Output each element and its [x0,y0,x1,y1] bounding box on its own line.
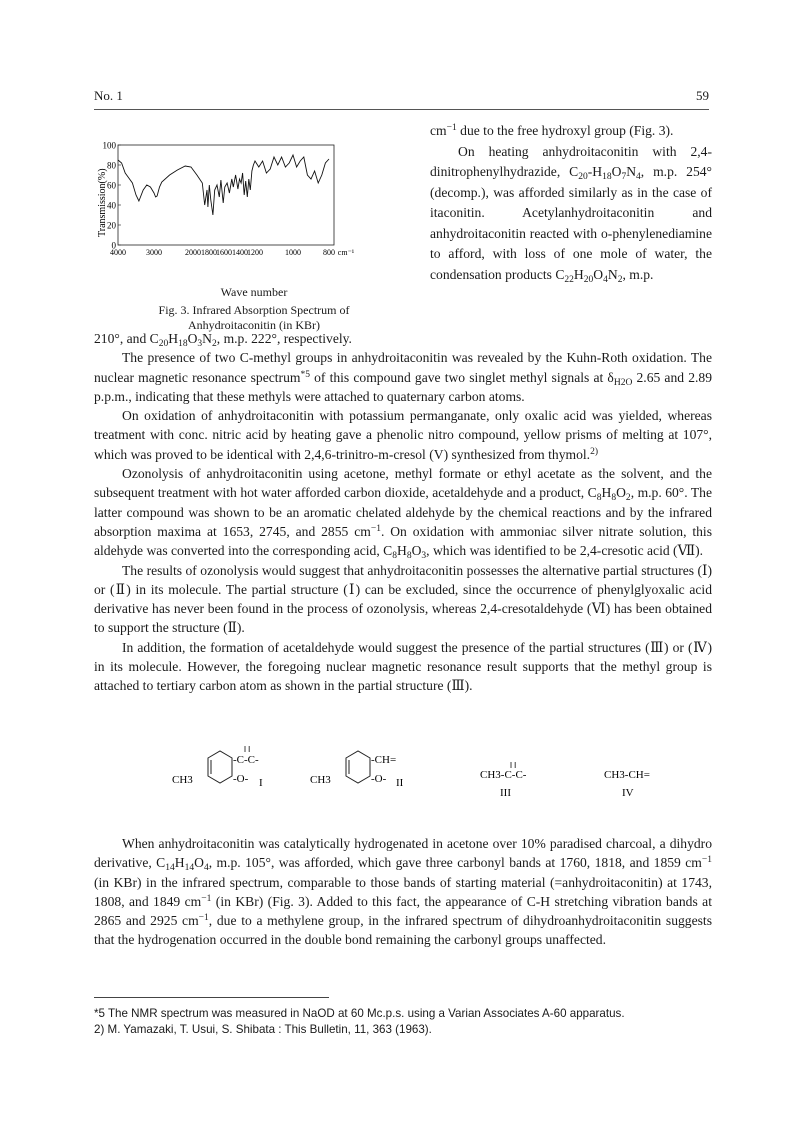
paragraph: Ozonolysis of anhydroitaconitin using acetone, methyl formate or ethyl acetate as the solvent, and the subsequent treatment with hot water afforded carbon dioxide, acetaldehyde and a product, $C_8H_8O_2$, m.p. 60°. The latter compound was shown to be an aromatic chelated aldehyde by the chemical reactions and by the infrared absorption maxima at 1653, 2745, and 2855 $cm^{-1}$. On oxidation with ammoniac silver nitrate solution, this aldehyde was converted into the corresponding acid, $C_8H_8O_3$, which was identified to be 2,4-cresotic acid (Ⅶ). [94,466,712,562]
text-span: The presence of two C-methyl groups in anhydroitaconitin was revealed by the Kuhn-Roth oxidation. The nuclear magnetic resonance spectrum [94,350,712,385]
text-span: cm [430,123,447,138]
ir-spectrum-chart [94,135,414,285]
y-axis-label: Transmission(%) [97,168,108,237]
footnote-nmr: *5 The NMR spectrum was measured in NaOD at 60 Mc.p.s. using a Varian Associates A-60 apparatus. [94,1007,625,1020]
main-text [94,329,712,696]
text-span: When anhydroitaconitin was catalytically hydrogenated in acetone over 10% paradised charcoal, a dihydro derivative, C [94,836,712,871]
right-column-text [430,121,712,285]
text-span: of this compound gave two singlet methyl signals at δ [309,369,614,385]
x-tick-label: 4000 [110,248,126,257]
svg-text:‖ ‖: ‖ ‖ [244,745,251,754]
y-tick-label: 100 [102,140,116,151]
text-span: On oxidation of anhydroitaconitin with potassium permanganate, only oxalic acid was yielded, whereas treatment with conc. nitric acid by heating gave a phenolic nitro compound, yellow prisms of melting at 107°, which was proved to be identical with 2,4,6-trinitro-m-cresol (V) synthesized from thymol. [94,408,712,462]
text-span: H2O [613,377,633,388]
structure-label: -CH= [371,754,397,766]
partial-structures [94,742,712,828]
structure-label: CH3 [172,774,193,786]
figure-3 [94,135,414,330]
paragraph [94,406,712,464]
caption-line-2: Anhydroitaconitin (in KBr) [188,318,320,332]
text-span: . On oxidation with ammoniac silver nitrate solution, this aldehyde was converted into the corresponding acid, C [94,523,712,559]
paragraph: $cm^{-1}$ due to the free hydroxyl group (Fig. 3). [430,123,674,138]
text-span: On heating anhydroitaconitin with 2,4-dinitrophenylhydrazide, C [430,143,712,179]
page-number: 59 [696,88,709,103]
text-span: (in KBr) in the infrared spectrum, comparable to those bands of starting material (=anhydroitaconitin) at 1743, 1808, and 1849 cm [94,874,712,909]
structure-label: CH3-CH= [604,769,650,781]
y-tick-label: 60 [107,180,116,191]
text-span: H [573,266,584,282]
text-span: H [592,164,603,179]
text-span: 2.65 and 2.89 p.p.m., indicating that these methyls were attached to quaternary carbon atoms. [94,369,712,404]
page-header [94,88,709,108]
text-span: O [593,266,604,282]
structure-3 [480,761,527,799]
figure-caption [114,285,394,333]
structure-label: CH3-C-C- [480,769,527,781]
y-tick-label: 20 [107,220,116,231]
paragraph: 210°, and $C_{20}H_{18}O_3N_2$, m.p. 222°, respectively. [94,331,352,349]
structure-4 [604,769,650,799]
footnotes [94,1006,734,1038]
x-tick-label: 3000 [146,248,162,257]
paragraph: On heating anhydroitaconitin with 2,4-dinitrophenylhydrazide, $C_{20}-H_{18}O_7N_4$, m.p. 254° (decomp.), was afforded similarly as in the case of itaconitin. Acetylanhydroitaconitin and anhydroitaconitin reacted with o-phenylenediamine to afford, with loss of one mole of water, the condensation products $C_{22}H_{20}O_4N_2$, m.p. [430,143,712,285]
y-tick-label: 40 [107,200,116,211]
caption-line-1: Fig. 3. Infrared Absorption Spectrum of [158,303,350,317]
main-text-continued [94,834,712,950]
footnote-ref: *5 [300,369,310,380]
paragraph: The results of ozonolysis would suggest that anhydroitaconitin possesses the alternative partial structures (Ⅰ) or (Ⅱ) in its molecule. The partial structure (Ⅰ) can be excluded, since the occurrence of phenylglyoxalic acid derivative has never been found in the process of ozonolysis, whereas 2,4-cresotaldehyde (Ⅵ) has been obtained to support the structure (Ⅱ). [94,562,712,636]
structure-label: -O- [371,773,387,785]
ir-spectrum-line [118,155,329,215]
text-span: , m.p. 222°, respectively. [216,331,352,346]
text-span: , m.p. 105°, was afforded, which gave three carbonyl bands at 1760, 1818, and 1859 cm [208,855,702,871]
x-tick-label: cm⁻¹ [337,248,355,257]
structure-number: I [259,777,263,789]
text-span: N [626,164,637,179]
x-axis-label: Wave number [220,285,288,299]
header-rule [94,109,709,110]
journal-issue: No. 1 [94,88,123,103]
x-tick-label: 1200 [247,248,263,257]
text-span: Ozonolysis of anhydroitaconitin using acetone, methyl formate or ethyl acetate as the solvent, and the subsequent treatment with hot water afforded carbon dioxide, acetaldehyde and a product, C [94,466,712,501]
structure-2 [310,751,404,789]
text-span: , m.p. [622,266,654,282]
text-span: due to the free hydroxyl group (Fig. 3). [460,123,674,138]
text-span: , m.p. 254° (decomp.), was afforded similarly as in the case of itaconitin. Acetylanhydroitaconitin and anhydroitaconitin reacted with o-phenylenediamine to afford, with loss of one mole of water, the condensation products C [430,164,712,282]
x-tick-label: 1400 [232,248,248,257]
structure-number: III [500,787,511,799]
paragraph: When anhydroitaconitin was catalytically hydrogenated in acetone over 10% paradised charcoal, a dihydro derivative, $C_{14}H_{14}O_4$, m.p. 105°, was afforded, which gave three carbonyl bands at 1760, 1818, and 1859 $cm^{-1}$ (in KBr) in the infrared spectrum, comparable to those bands of starting material (=anhydroitaconitin) at 1743, 1808, and 1849 $cm^{-1}$ (in KBr) (Fig. 3). Added to this fact, the appearance of C-H stretching vibration bands at 2865 and 2925 $cm^{-1}$, due to a methylene group, in the infrared spectrum of dihydroanhydroitaconitin suggests that the hydrogenation occurred in the double bond remaining the carbonyl groups unaffected. [94,836,713,948]
x-tick-label: 1000 [285,248,301,257]
text-span: , m.p. 60°. The latter compound was shown to be an aromatic chelated aldehyde by the chemical reactions and by the infrared absorption maxima at 1653, 2745, and 2855 cm [94,485,712,539]
structure-number: IV [622,787,634,799]
structure-number: II [396,777,404,789]
y-tick-label: 0 [111,240,116,251]
footnote-reference: 2) M. Yamazaki, T. Usui, S. Shibata : This Bulletin, 11, 363 (1963). [94,1023,432,1036]
paragraph: In addition, the formation of acetaldehyde would suggest the presence of the partial structures (Ⅲ) or (Ⅳ) in its molecule. However, the foregoing nuclear magnetic resonance result supports that the methyl group is attached to tertiary carbon atom as shown in the partial structure (Ⅲ). [94,639,712,694]
text-span: O [611,164,622,179]
svg-text:‖ ‖: ‖ ‖ [510,761,517,770]
citation-ref: 2) [590,446,598,457]
text-span: , due to a methylene group, in the infrared spectrum of dihydroanhydroitaconitin suggests that the hydrogenation occurred in the double bond remaining the carbonyl groups unaffected. [94,913,712,948]
text-span: (in KBr) (Fig. 3). Added to this fact, the appearance of C-H stretching vibration bands at 2865 and 2925 cm [94,893,712,929]
text-span: 210°, and C [94,331,159,346]
structure-label: -C-C- [233,754,259,766]
x-tick-label: 1600 [216,248,232,257]
text-span: , which was identified to be 2,4-cresotic acid (Ⅶ). [426,543,704,559]
structure-label: CH3 [310,774,331,786]
x-tick-label: 2000 [185,248,201,257]
structure-label: -O- [233,773,249,785]
paragraph [94,348,712,406]
text-span: N [607,266,618,282]
x-tick-label: 800 [323,248,335,257]
footnote-rule [94,997,329,998]
y-tick-label: 80 [107,160,116,171]
structure-1 [172,745,263,789]
x-tick-label: 1800 [201,248,217,257]
